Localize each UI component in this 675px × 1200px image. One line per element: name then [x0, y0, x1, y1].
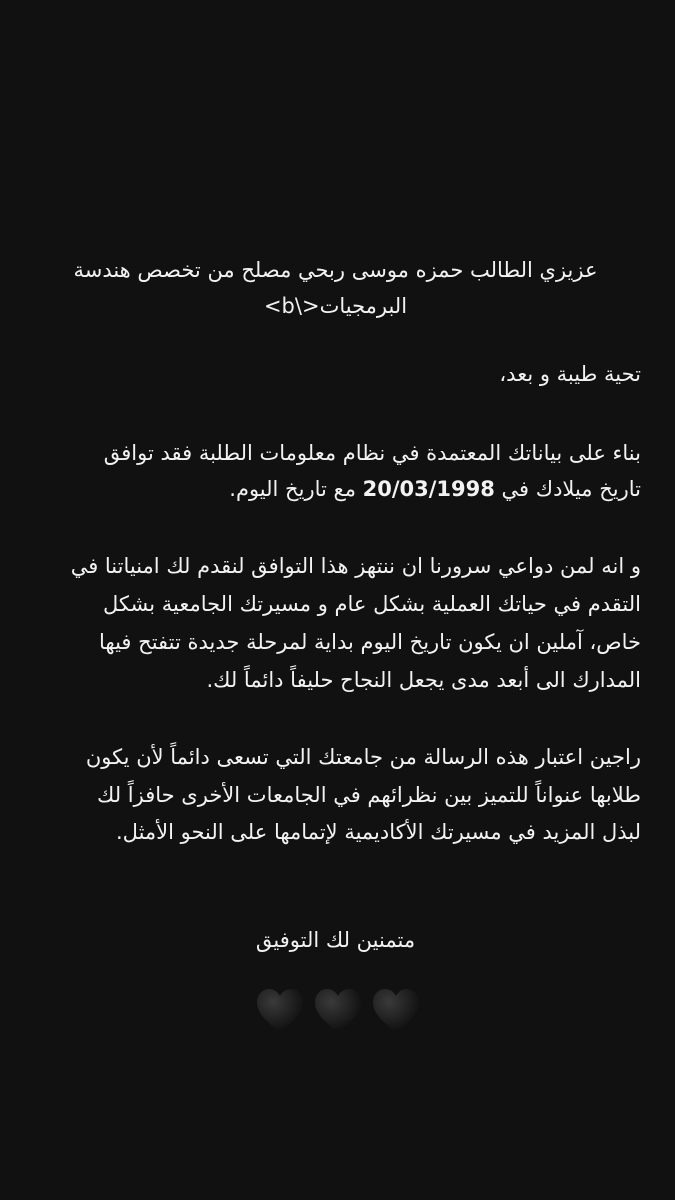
birth-date-suffix: مع تاريخ اليوم. — [229, 477, 356, 501]
paragraph3-line: طلابها عنواناً للتميز بين نظرائهم في الجامعات الأخرى حافزاً لك — [97, 783, 641, 807]
paragraph2-line: المدارك الى أبعد مدى يجعل النجاح حليفاً دائماً لك. — [206, 668, 641, 692]
paragraph1-line-1: بناء على بياناتك المعتمدة في نظام معلومات الطلبة فقد توافق — [103, 441, 641, 465]
greeting-tag: <b\> — [263, 294, 320, 318]
closing: متمنين لك التوفيق — [255, 928, 416, 952]
birth-date-label: تاريخ ميلادك في — [501, 477, 641, 501]
birth-date: 20/03/1998 — [362, 477, 495, 501]
black-heart-icon — [312, 985, 364, 1037]
salutation: تحية طيبة و بعد، — [499, 362, 641, 386]
greeting-line-2 — [30, 288, 641, 324]
black-heart-icon — [254, 985, 306, 1037]
paragraph2-line: و انه لمن دواعي سرورنا ان ننتهز هذا التوافق لنقدم لك امنياتنا في — [70, 554, 641, 578]
greeting-major: البرمجيات — [319, 294, 408, 318]
paragraph2-line: خاص، آملين ان يكون تاريخ اليوم بداية لمرحلة جديدة تتفتح فيها — [99, 630, 641, 654]
paragraph1-line-2 — [30, 471, 641, 507]
paragraph3-line: لبذل المزيد في مسيرتك الأكاديمية لإتمامها على النحو الأمثل. — [116, 820, 641, 844]
greeting-line-1: عزيزي الطالب حمزه موسى ربحي مصلح من تخصص هندسة — [73, 258, 598, 282]
paragraph2-line: التقدم في حياتك العملية بشكل عام و مسيرتك الجامعية بشكل — [103, 592, 641, 616]
hearts — [0, 985, 675, 1037]
paragraph3-line: راجين اعتبار هذه الرسالة من جامعتك التي تسعى دائماً لأن يكون — [85, 745, 641, 769]
black-heart-icon — [370, 985, 422, 1037]
